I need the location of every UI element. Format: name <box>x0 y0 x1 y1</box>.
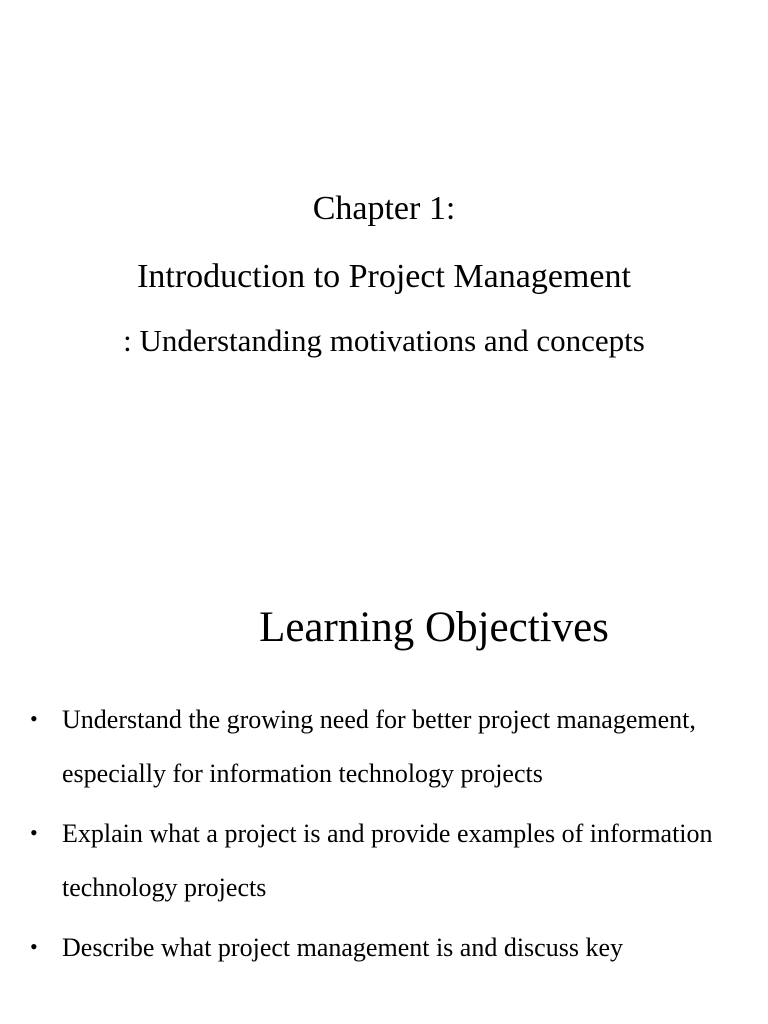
objectives-heading: Learning Objectives <box>259 604 609 651</box>
list-item <box>0 693 768 801</box>
list-item <box>0 921 768 975</box>
objective-text: Explain what a project is and provide examples of information technology projects <box>62 819 713 902</box>
objective-text: Understand the growing need for better project management, especially for information technology projects <box>62 705 696 788</box>
bullet-icon: • <box>30 706 38 731</box>
subtitle: : Understanding motivations and concepts <box>123 323 645 358</box>
main-title: Introduction to Project Management <box>137 258 631 295</box>
list-item <box>0 807 768 915</box>
bullet-icon: • <box>30 934 38 959</box>
objective-text: Describe what project management is and discuss key <box>62 933 623 962</box>
bullet-icon: • <box>30 820 38 845</box>
chapter-label: Chapter 1: <box>312 190 456 227</box>
objectives-list <box>0 693 768 981</box>
objectives-heading-container <box>0 600 768 656</box>
